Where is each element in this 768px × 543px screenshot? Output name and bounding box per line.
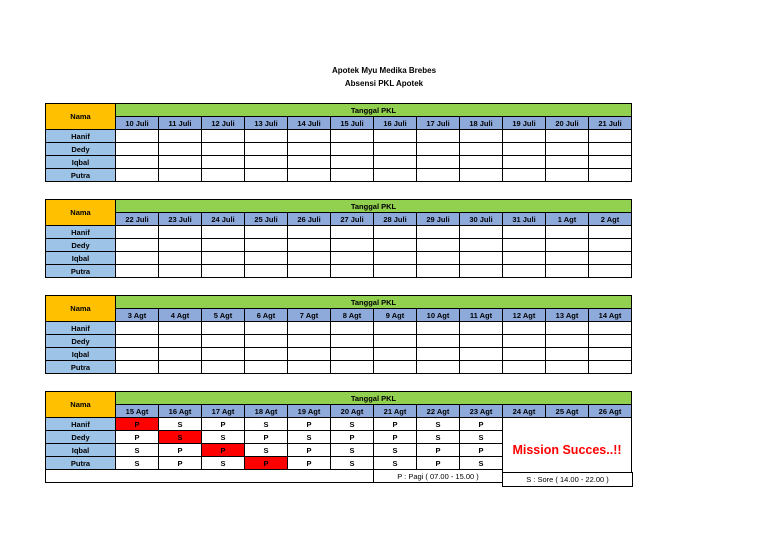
- attendance-cell: [245, 239, 288, 252]
- attendance-cell: [288, 252, 331, 265]
- attendance-cell: [589, 322, 632, 335]
- student-name: Hanif: [46, 418, 116, 431]
- attendance-cell: [417, 265, 460, 278]
- date-header: 21 Juli: [589, 117, 632, 130]
- table-row: [46, 226, 632, 239]
- attendance-cell: [589, 130, 632, 143]
- shift-cell: S: [116, 457, 159, 470]
- table-row: [46, 335, 632, 348]
- shift-cell: P: [202, 418, 245, 431]
- shift-cell: S: [417, 418, 460, 431]
- attendance-cell: [288, 143, 331, 156]
- attendance-cell: [503, 361, 546, 374]
- attendance-cell: [374, 322, 417, 335]
- tanggal-header: Tanggal PKL: [116, 296, 632, 309]
- attendance-cell: [331, 156, 374, 169]
- attendance-cell: [460, 169, 503, 182]
- shift-cell: P: [331, 431, 374, 444]
- attendance-cell: [202, 169, 245, 182]
- attendance-cell: [546, 169, 589, 182]
- attendance-cell: [116, 348, 159, 361]
- attendance-cell: [589, 239, 632, 252]
- date-header: 4 Agt: [159, 309, 202, 322]
- attendance-cell: [417, 226, 460, 239]
- attendance-cell: [503, 130, 546, 143]
- attendance-cell: [202, 265, 245, 278]
- attendance-cell: [546, 130, 589, 143]
- student-name: Dedy: [46, 431, 116, 444]
- table-row: [46, 418, 632, 431]
- attendance-cell: [589, 348, 632, 361]
- attendance-cell: [159, 335, 202, 348]
- attendance-cell: [245, 156, 288, 169]
- attendance-cell: [546, 361, 589, 374]
- attendance-cell: [288, 156, 331, 169]
- table-row: [46, 239, 632, 252]
- attendance-cell: [331, 335, 374, 348]
- attendance-cell: [202, 226, 245, 239]
- shift-cell: S: [288, 431, 331, 444]
- shift-cell: P: [460, 418, 503, 431]
- date-header: 18 Agt: [245, 405, 288, 418]
- shift-cell: S: [460, 457, 503, 470]
- shift-cell: P: [374, 418, 417, 431]
- shift-cell: S: [159, 418, 202, 431]
- attendance-cell: [589, 143, 632, 156]
- legend-spacer: [46, 470, 374, 483]
- attendance-cell: [546, 335, 589, 348]
- shift-cell: P: [374, 431, 417, 444]
- date-header: 19 Agt: [288, 405, 331, 418]
- attendance-cell: [245, 130, 288, 143]
- attendance-cell: [546, 156, 589, 169]
- attendance-cell: [331, 265, 374, 278]
- attendance-cell: [116, 169, 159, 182]
- shift-cell: S: [331, 444, 374, 457]
- attendance-cell: [417, 239, 460, 252]
- attendance-cell: [331, 348, 374, 361]
- attendance-cell: [417, 361, 460, 374]
- date-header: 10 Juli: [116, 117, 159, 130]
- attendance-cell: [116, 143, 159, 156]
- attendance-cell: [288, 361, 331, 374]
- attendance-cell: [331, 226, 374, 239]
- attendance-cell: [116, 130, 159, 143]
- table-row: [46, 156, 632, 169]
- table-row: [46, 322, 632, 335]
- student-name: Iqbal: [46, 444, 116, 457]
- attendance-cell: [202, 156, 245, 169]
- attendance-cell: [460, 252, 503, 265]
- attendance-cell: [460, 348, 503, 361]
- attendance-cell: [159, 169, 202, 182]
- attendance-cell: [159, 361, 202, 374]
- attendance-cell: [417, 156, 460, 169]
- table-row: [46, 361, 632, 374]
- date-header: 6 Agt: [245, 309, 288, 322]
- attendance-table-2: [45, 199, 632, 278]
- date-header: 23 Agt: [460, 405, 503, 418]
- date-header: 29 Juli: [417, 213, 460, 226]
- date-header: 1 Agt: [546, 213, 589, 226]
- date-header: 31 Juli: [503, 213, 546, 226]
- shift-cell: P: [159, 444, 202, 457]
- attendance-cell: [589, 169, 632, 182]
- shift-cell: S: [159, 431, 202, 444]
- attendance-cell: [374, 169, 417, 182]
- date-header: 22 Juli: [116, 213, 159, 226]
- attendance-cell: [116, 252, 159, 265]
- shift-cell: S: [331, 457, 374, 470]
- attendance-cell: [116, 156, 159, 169]
- shift-cell: P: [417, 457, 460, 470]
- attendance-table-3: [45, 295, 632, 374]
- shift-cell: P: [288, 418, 331, 431]
- attendance-cell: [202, 335, 245, 348]
- attendance-cell: [589, 156, 632, 169]
- attendance-cell: [245, 169, 288, 182]
- attendance-cell: [460, 265, 503, 278]
- attendance-cell: [589, 265, 632, 278]
- legend-pagi: P : Pagi ( 07.00 - 15.00 ): [374, 470, 503, 483]
- nama-header: Nama: [46, 200, 116, 226]
- attendance-cell: [417, 348, 460, 361]
- attendance-cell: [589, 252, 632, 265]
- attendance-cell: [245, 322, 288, 335]
- attendance-cell: [245, 143, 288, 156]
- date-header: 3 Agt: [116, 309, 159, 322]
- attendance-cell: [288, 265, 331, 278]
- shift-cell: P: [417, 444, 460, 457]
- shift-cell: S: [417, 431, 460, 444]
- table-row: [46, 252, 632, 265]
- attendance-cell: [331, 361, 374, 374]
- attendance-cell: [503, 226, 546, 239]
- student-name: Iqbal: [46, 156, 116, 169]
- date-header: 19 Juli: [503, 117, 546, 130]
- attendance-cell: [374, 143, 417, 156]
- date-header: 26 Agt: [589, 405, 632, 418]
- date-header: 23 Juli: [159, 213, 202, 226]
- date-header: 16 Juli: [374, 117, 417, 130]
- attendance-cell: [202, 252, 245, 265]
- date-header: 24 Juli: [202, 213, 245, 226]
- shift-cell: S: [374, 444, 417, 457]
- attendance-cell: [245, 361, 288, 374]
- attendance-cell: [288, 322, 331, 335]
- date-header: 30 Juli: [460, 213, 503, 226]
- date-header: 20 Juli: [546, 117, 589, 130]
- attendance-cell: [546, 348, 589, 361]
- attendance-cell: [202, 239, 245, 252]
- shift-cell: P: [202, 444, 245, 457]
- attendance-cell: [331, 130, 374, 143]
- date-header: 11 Agt: [460, 309, 503, 322]
- attendance-cell: [417, 169, 460, 182]
- date-header: 24 Agt: [503, 405, 546, 418]
- attendance-cell: [503, 265, 546, 278]
- attendance-cell: [288, 226, 331, 239]
- attendance-cell: [374, 226, 417, 239]
- attendance-cell: [546, 226, 589, 239]
- date-header: 14 Juli: [288, 117, 331, 130]
- attendance-cell: [374, 335, 417, 348]
- date-header: 18 Juli: [460, 117, 503, 130]
- date-header: 15 Juli: [331, 117, 374, 130]
- attendance-cell: [245, 335, 288, 348]
- student-name: Dedy: [46, 239, 116, 252]
- attendance-cell: [417, 322, 460, 335]
- attendance-cell: [546, 252, 589, 265]
- student-name: Dedy: [46, 143, 116, 156]
- attendance-cell: [288, 335, 331, 348]
- table-row: [46, 169, 632, 182]
- attendance-cell: [460, 322, 503, 335]
- attendance-cell: [374, 348, 417, 361]
- student-name: Iqbal: [46, 348, 116, 361]
- attendance-cell: [460, 143, 503, 156]
- attendance-cell: [159, 239, 202, 252]
- attendance-cell: [503, 322, 546, 335]
- attendance-cell: [589, 361, 632, 374]
- attendance-cell: [288, 169, 331, 182]
- attendance-cell: [116, 361, 159, 374]
- attendance-cell: [460, 226, 503, 239]
- nama-header: Nama: [46, 104, 116, 130]
- student-name: Putra: [46, 361, 116, 374]
- attendance-cell: [116, 265, 159, 278]
- attendance-cell: [116, 226, 159, 239]
- attendance-cell: [159, 348, 202, 361]
- attendance-cell: [245, 252, 288, 265]
- attendance-cell: [116, 335, 159, 348]
- attendance-cell: [374, 156, 417, 169]
- attendance-cell: [417, 130, 460, 143]
- shift-cell: S: [202, 457, 245, 470]
- attendance-cell: [546, 143, 589, 156]
- shift-cell: S: [245, 418, 288, 431]
- date-header: 17 Agt: [202, 405, 245, 418]
- attendance-table-4: [45, 391, 632, 483]
- shift-cell: S: [245, 444, 288, 457]
- attendance-cell: [202, 322, 245, 335]
- attendance-cell: [503, 156, 546, 169]
- shift-cell: P: [245, 457, 288, 470]
- date-header: 11 Juli: [159, 117, 202, 130]
- shift-cell: P: [159, 457, 202, 470]
- attendance-cell: [374, 265, 417, 278]
- date-header: 17 Juli: [417, 117, 460, 130]
- date-header: 12 Agt: [503, 309, 546, 322]
- attendance-cell: [374, 252, 417, 265]
- shift-cell: P: [116, 431, 159, 444]
- date-header: 25 Agt: [546, 405, 589, 418]
- tanggal-header: Tanggal PKL: [116, 200, 632, 213]
- attendance-cell: [245, 348, 288, 361]
- date-header: 8 Agt: [331, 309, 374, 322]
- attendance-cell: [159, 156, 202, 169]
- attendance-cell: [503, 335, 546, 348]
- page-title: Apotek Myu Medika Brebes: [331, 66, 437, 75]
- attendance-cell: [288, 130, 331, 143]
- attendance-cell: [331, 252, 374, 265]
- date-header: 26 Juli: [288, 213, 331, 226]
- shift-cell: S: [460, 431, 503, 444]
- student-name: Putra: [46, 169, 116, 182]
- attendance-cell: [331, 239, 374, 252]
- date-header: 10 Agt: [417, 309, 460, 322]
- student-name: Putra: [46, 265, 116, 278]
- attendance-cell: [417, 335, 460, 348]
- student-name: Hanif: [46, 130, 116, 143]
- mission-text: Mission Succes..!!: [503, 418, 632, 483]
- attendance-cell: [460, 239, 503, 252]
- attendance-cell: [159, 322, 202, 335]
- attendance-cell: [202, 130, 245, 143]
- attendance-cell: [374, 239, 417, 252]
- attendance-cell: [417, 252, 460, 265]
- student-name: Hanif: [46, 226, 116, 239]
- tanggal-header: Tanggal PKL: [116, 392, 632, 405]
- date-header: 28 Juli: [374, 213, 417, 226]
- student-name: Iqbal: [46, 252, 116, 265]
- date-header: 9 Agt: [374, 309, 417, 322]
- attendance-cell: [460, 361, 503, 374]
- attendance-cell: [159, 226, 202, 239]
- attendance-cell: [546, 322, 589, 335]
- attendance-cell: [116, 239, 159, 252]
- shift-cell: P: [460, 444, 503, 457]
- attendance-cell: [503, 169, 546, 182]
- attendance-cell: [288, 348, 331, 361]
- attendance-cell: [374, 361, 417, 374]
- attendance-cell: [374, 130, 417, 143]
- attendance-cell: [331, 322, 374, 335]
- attendance-cell: [546, 239, 589, 252]
- attendance-cell: [159, 252, 202, 265]
- attendance-cell: [503, 143, 546, 156]
- legend-sore: S : Sore ( 14.00 - 22.00 ): [502, 472, 633, 487]
- attendance-cell: [159, 143, 202, 156]
- shift-cell: S: [116, 444, 159, 457]
- nama-header: Nama: [46, 296, 116, 322]
- student-name: Dedy: [46, 335, 116, 348]
- attendance-cell: [503, 252, 546, 265]
- date-header: 25 Juli: [245, 213, 288, 226]
- table-row: [46, 348, 632, 361]
- tanggal-header: Tanggal PKL: [116, 104, 632, 117]
- table-row: [46, 143, 632, 156]
- date-header: 16 Agt: [159, 405, 202, 418]
- date-header: 15 Agt: [116, 405, 159, 418]
- attendance-cell: [288, 239, 331, 252]
- shift-cell: P: [288, 444, 331, 457]
- attendance-cell: [503, 239, 546, 252]
- attendance-cell: [245, 226, 288, 239]
- attendance-cell: [202, 143, 245, 156]
- shift-cell: P: [116, 418, 159, 431]
- attendance-cell: [589, 226, 632, 239]
- student-name: Hanif: [46, 322, 116, 335]
- attendance-cell: [417, 143, 460, 156]
- shift-cell: P: [245, 431, 288, 444]
- date-header: 13 Agt: [546, 309, 589, 322]
- attendance-cell: [460, 335, 503, 348]
- attendance-cell: [159, 265, 202, 278]
- date-header: 14 Agt: [589, 309, 632, 322]
- page-subtitle: Absensi PKL Apotek: [344, 79, 424, 88]
- attendance-cell: [331, 169, 374, 182]
- attendance-cell: [202, 361, 245, 374]
- attendance-cell: [202, 348, 245, 361]
- nama-header: Nama: [46, 392, 116, 418]
- attendance-cell: [460, 130, 503, 143]
- shift-cell: P: [288, 457, 331, 470]
- attendance-cell: [589, 335, 632, 348]
- date-header: 5 Agt: [202, 309, 245, 322]
- attendance-cell: [159, 130, 202, 143]
- attendance-cell: [116, 322, 159, 335]
- attendance-cell: [503, 348, 546, 361]
- date-header: 7 Agt: [288, 309, 331, 322]
- attendance-cell: [245, 265, 288, 278]
- shift-cell: S: [202, 431, 245, 444]
- attendance-table-1: [45, 103, 632, 182]
- date-header: 22 Agt: [417, 405, 460, 418]
- attendance-cell: [331, 143, 374, 156]
- shift-cell: S: [374, 457, 417, 470]
- date-header: 20 Agt: [331, 405, 374, 418]
- attendance-cell: [460, 156, 503, 169]
- date-header: 12 Juli: [202, 117, 245, 130]
- table-row: [46, 265, 632, 278]
- date-header: 21 Agt: [374, 405, 417, 418]
- student-name: Putra: [46, 457, 116, 470]
- date-header: 27 Juli: [331, 213, 374, 226]
- shift-cell: S: [331, 418, 374, 431]
- date-header: 13 Juli: [245, 117, 288, 130]
- date-header: 2 Agt: [589, 213, 632, 226]
- table-row: [46, 130, 632, 143]
- attendance-cell: [546, 265, 589, 278]
